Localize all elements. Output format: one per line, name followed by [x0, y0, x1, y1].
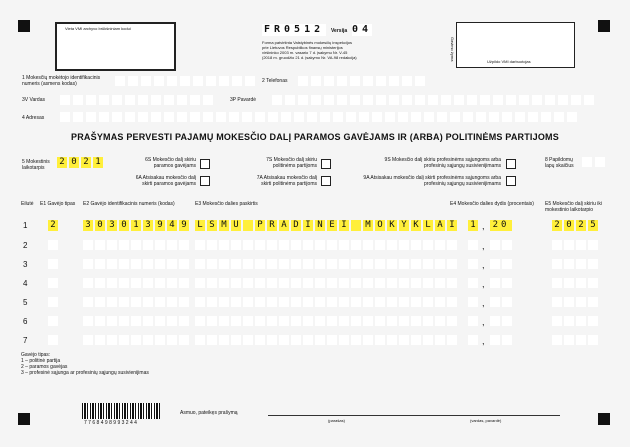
- legend-item: 1 – politinė partija: [21, 358, 61, 364]
- recipient-code-input[interactable]: [83, 278, 189, 288]
- char-cell: 3: [143, 220, 153, 231]
- char-cell: 5: [588, 220, 598, 231]
- period-year-digit: 1: [93, 157, 103, 168]
- percent-comma: ,: [482, 336, 485, 346]
- recipient-type-input[interactable]: [48, 259, 58, 269]
- recipient-code-input[interactable]: [83, 259, 189, 269]
- approval-line-1: Forma patvirtinta Valstybinės mokesčių inspekcijos: [262, 40, 352, 45]
- purpose-input[interactable]: [195, 259, 457, 269]
- corner-marker-bottom-left: [18, 413, 30, 425]
- char-cell: K: [411, 220, 421, 231]
- recipient-type-input[interactable]: [48, 316, 58, 326]
- percent-comma: ,: [482, 317, 485, 327]
- phone-input[interactable]: [298, 76, 425, 86]
- period-year-digit: 2: [81, 157, 91, 168]
- percent-integer-input[interactable]: [468, 259, 478, 269]
- purpose-input[interactable]: [195, 240, 457, 250]
- percent-comma: ,: [482, 298, 485, 308]
- option-6a-checkbox[interactable]: [200, 176, 210, 186]
- option-7s-checkbox[interactable]: [321, 159, 331, 169]
- last-name-input[interactable]: [272, 95, 594, 105]
- char-cell: A: [435, 220, 445, 231]
- char-cell: L: [423, 220, 433, 231]
- purpose-input[interactable]: [195, 297, 457, 307]
- char-cell: O: [375, 220, 385, 231]
- option-9s-checkbox[interactable]: [506, 159, 516, 169]
- col-header-e1: E1 Gavėjo tipas: [40, 201, 76, 207]
- percent-integer-input[interactable]: [468, 240, 478, 250]
- recipient-code-input[interactable]: [83, 240, 189, 250]
- percent-integer-input[interactable]: [468, 335, 478, 345]
- form-title: PRAŠYMAS PERVESTI PAJAMŲ MOKESČIO DALĮ PARAMOS GAVĖJAMS IR (ARBA) POLITINĖMS PARTIJOMS: [71, 132, 559, 142]
- recipient-code-input[interactable]: [83, 297, 189, 307]
- recipient-type-input[interactable]: [48, 297, 58, 307]
- char-cell: 9: [179, 220, 189, 231]
- percent-integer-input[interactable]: [468, 316, 478, 326]
- purpose-input[interactable]: [195, 316, 457, 326]
- char-cell: M: [219, 220, 229, 231]
- char-cell: [351, 220, 361, 231]
- period-year-digit: 0: [69, 157, 79, 168]
- until-year-input[interactable]: [552, 278, 598, 288]
- char-cell: 0: [95, 220, 105, 231]
- barcode-number: 7768498993244: [84, 420, 139, 426]
- signature-label: Asmuo, pateikęs prašymą: [180, 410, 238, 416]
- option-7a-checkbox[interactable]: [321, 176, 331, 186]
- percent-comma: ,: [482, 221, 485, 231]
- col-header-row: Eilutė: [21, 201, 34, 207]
- address-input[interactable]: [60, 112, 577, 122]
- purpose-input[interactable]: [195, 335, 457, 345]
- period-label: 5 Mokestinis laikotarpis: [22, 159, 50, 171]
- percent-comma: ,: [482, 260, 485, 270]
- until-year-input[interactable]: [552, 316, 598, 326]
- col-header-e3: E3 Mokesčio dalies paskirtis: [195, 201, 258, 207]
- row-number: 6: [23, 317, 28, 326]
- field-1-label: 1 Mokesčių mokėtojo identifikacinis numeris (asmens kodas): [22, 75, 101, 87]
- approval-line-3: viršininko 2003 m. vasario 7 d. įsakymu Nr. V-45: [262, 50, 348, 55]
- recipient-type-input[interactable]: [48, 278, 58, 288]
- option-8-label: 8 Papildomų lapų skaičius: [545, 157, 574, 169]
- char-cell: 0: [119, 220, 129, 231]
- recipient-code-input[interactable]: [83, 335, 189, 345]
- percent-decimal-input[interactable]: [490, 335, 512, 345]
- char-cell: U: [231, 220, 241, 231]
- row-number: 5: [23, 298, 28, 307]
- extra-sheets-input[interactable]: [582, 157, 605, 167]
- row-number: 2: [23, 241, 28, 250]
- char-cell: A: [279, 220, 289, 231]
- option-9a-checkbox[interactable]: [506, 176, 516, 186]
- option-9a-label: 9A Atsisakau mokesčio dalį skirti profesinėms sąjungoms arba profesinių sąjungų susivienijimams: [363, 175, 501, 187]
- char-cell: D: [291, 220, 301, 231]
- percent-comma: ,: [482, 279, 485, 289]
- personal-code-input[interactable]: [115, 76, 255, 86]
- approval-line-2: prie Lietuvos Respublikos finansų ministerijos: [262, 45, 343, 50]
- receipt-stamp-caption: Užpildo VMI darbuotojas: [487, 59, 531, 64]
- legend-item: 2 – paramos gavėjas: [21, 364, 68, 370]
- archive-barcode-box: [55, 22, 176, 71]
- char-cell: I: [303, 220, 313, 231]
- until-year-input[interactable]: [552, 240, 598, 250]
- col-header-e4: E4 Mokesčio dalies dydis (procentais): [450, 201, 534, 207]
- percent-decimal-input[interactable]: [490, 297, 512, 307]
- until-year-input[interactable]: [552, 297, 598, 307]
- signature-line[interactable]: [268, 415, 560, 416]
- name-caption: (vardas, pavardė): [470, 418, 502, 423]
- corner-marker-top-left: [18, 20, 30, 32]
- char-cell: I: [447, 220, 457, 231]
- legend-title: Gavėjo tipas:: [21, 352, 51, 358]
- percent-decimal-input[interactable]: [490, 259, 512, 269]
- percent-integer-input[interactable]: [468, 297, 478, 307]
- char-cell: E: [327, 220, 337, 231]
- first-name-input[interactable]: [60, 95, 213, 105]
- percent-decimal-input[interactable]: [490, 316, 512, 326]
- char-cell: 0: [564, 220, 574, 231]
- legend-item: 3 – profesinė sąjunga ar profesinių sąjungų susivienijimas: [21, 370, 149, 376]
- field-3p-label: 3P Pavardė: [230, 97, 257, 103]
- col-header-e5: E5 Mokesčio dalį skiriu iki mokestinio laikotarpio: [545, 201, 602, 213]
- option-6s-label: 6S Mokesčio dalį skiriu paramos gavėjams: [145, 157, 196, 169]
- option-6s-checkbox[interactable]: [200, 159, 210, 169]
- period-year-digit: 2: [57, 157, 67, 168]
- recipient-type-cell[interactable]: 2: [48, 220, 58, 231]
- char-cell: 2: [576, 220, 586, 231]
- barcode-image: [82, 403, 160, 419]
- char-cell: 1: [131, 220, 141, 231]
- row-number: 1: [23, 221, 28, 230]
- char-cell: K: [387, 220, 397, 231]
- char-cell: 9: [155, 220, 165, 231]
- char-cell: S: [207, 220, 217, 231]
- percent-decimal-input[interactable]: [490, 240, 512, 250]
- receipt-stamp-label: Gavimo žyma: [450, 37, 455, 62]
- recipient-code-input[interactable]: [83, 316, 189, 326]
- receipt-stamp-box: [450, 22, 575, 68]
- period-year-input[interactable]: [57, 157, 103, 168]
- char-cell: Y: [399, 220, 409, 231]
- form-code: [262, 24, 326, 36]
- char-cell: P: [255, 220, 265, 231]
- char-cell: L: [195, 220, 205, 231]
- row-number: 7: [23, 336, 28, 345]
- recipient-type-input[interactable]: [48, 240, 58, 250]
- percent-integer-input[interactable]: [468, 278, 478, 288]
- until-year-input[interactable]: [552, 259, 598, 269]
- row-number: 3: [23, 260, 28, 269]
- char-cell: R: [267, 220, 277, 231]
- option-7a-label: 7A Atsisakau mokesčio dalį skirti politinėms partijoms: [256, 175, 317, 187]
- option-6a-label: 6A Atsisakau mokesčio dalį skirti paramos gavėjams: [135, 175, 196, 187]
- field-4-label: 4 Adresas: [22, 115, 45, 121]
- field-2-label: 2 Telefonas: [262, 78, 288, 84]
- until-year-input[interactable]: [552, 220, 598, 231]
- percent-integer-cell[interactable]: 1: [468, 220, 478, 231]
- until-year-input[interactable]: [552, 335, 598, 345]
- char-cell: 3: [107, 220, 117, 231]
- purpose-input[interactable]: [195, 220, 457, 231]
- purpose-input[interactable]: [195, 278, 457, 288]
- char-cell: [243, 220, 253, 231]
- percent-decimal-cell[interactable]: 20: [490, 220, 512, 231]
- col-header-e2: E2 Gavėjo identifikacinis numeris (kodas): [83, 201, 175, 207]
- corner-marker-top-right: [598, 20, 610, 32]
- percent-comma: ,: [482, 241, 485, 251]
- char-cell: I: [339, 220, 349, 231]
- archive-box-label: Vieta VMI archyvo brūkšniniam kodui: [65, 26, 131, 31]
- recipient-type-input[interactable]: [48, 335, 58, 345]
- form-code-text: FR0512: [264, 24, 325, 35]
- char-cell: N: [315, 220, 325, 231]
- option-7s-label: 7S Mokesčio dalį skiriu politinėms partijoms: [266, 157, 317, 169]
- recipient-code-input[interactable]: [83, 220, 189, 231]
- percent-decimal-input[interactable]: [490, 278, 512, 288]
- char-cell: 2: [552, 220, 562, 231]
- version-label: Versija: [331, 28, 348, 34]
- char-cell: M: [363, 220, 373, 231]
- option-9s-label: 9S Mokesčio dalį skiriu profesinėms sąjungoms arba profesinių sąjungų susivienijimams: [384, 157, 501, 169]
- signature-caption: (parašas): [328, 418, 345, 423]
- field-3v-label: 3V Vardas: [22, 97, 45, 103]
- char-cell: 4: [167, 220, 177, 231]
- version-number: 04: [352, 24, 373, 35]
- corner-marker-bottom-right: [598, 413, 610, 425]
- approval-line-4: (2018 m. gruodžio 21 d. įsakymo Nr. VA-98 redakcija): [262, 55, 357, 60]
- row-number: 4: [23, 279, 28, 288]
- char-cell: 3: [83, 220, 93, 231]
